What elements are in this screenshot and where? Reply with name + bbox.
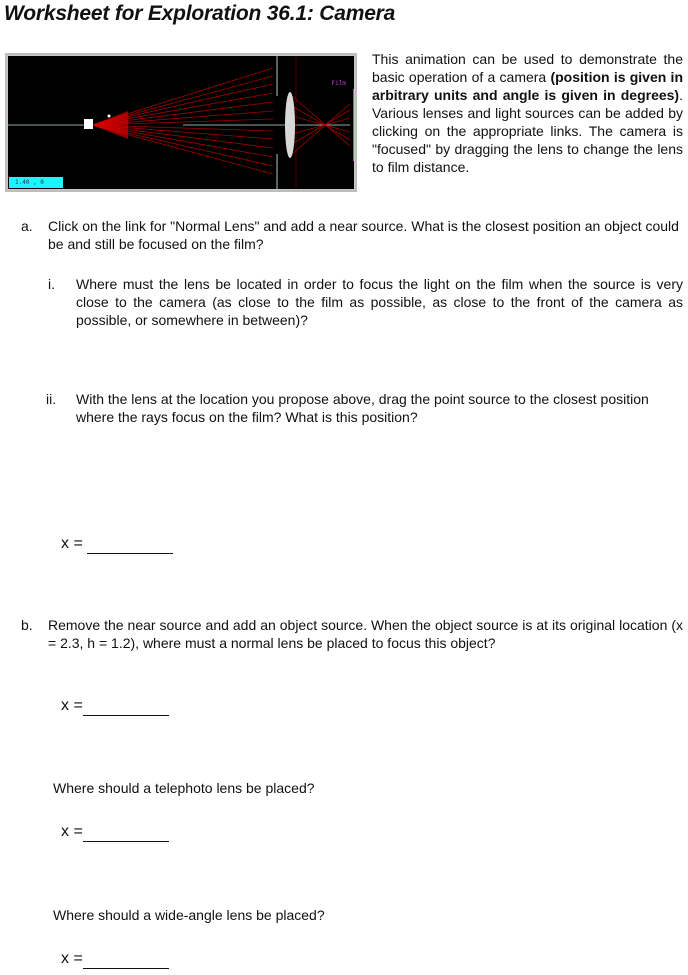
question-a-ii-text: With the lens at the location you propose above, drag the point source to the closest position where the rays focus on the film? What is this position? [76,391,649,425]
intro-paragraph [372,50,683,176]
simulation-canvas[interactable] [8,56,354,189]
answer-b-normal [61,697,169,716]
intro-bold: (position is given in arbitrary units and angle is given in degrees) [372,69,684,103]
telephoto-question: Where should a telephoto lens be placed? [53,780,315,796]
answer-b-normal-label: x = [61,697,83,714]
answer-b-telephoto [61,823,169,842]
answer-b-normal-blank[interactable] [83,697,169,716]
question-a-label: a. [21,218,33,234]
wide-angle-question: Where should a wide-angle lens be placed? [53,907,325,923]
answer-b-wide-blank[interactable] [83,950,169,969]
camera-simulation[interactable] [5,53,357,192]
intro-text-2: . Various lenses and light sources can be added by clicking on the appropriate links. The camera is "focused" by dragging the lens to change the lens to film distance. [372,87,683,175]
page-title: Worksheet for Exploration 36.1: Camera [4,2,396,25]
question-b-label: b. [21,617,33,633]
question-b-text: Remove the near source and add an object source. When the object source is at its original location (x = 2.3, h = 1.2), where must a normal lens be placed to focus this object? [48,617,683,651]
answer-a-label: x = [61,535,88,552]
answer-b-wide-label: x = [61,950,83,967]
intro-text-1: This animation can be used to demonstrate the basic operation of a camera [372,51,683,85]
answer-b-telephoto-label: x = [61,823,83,840]
coordinate-readout: 1.40 , 0 [9,177,63,188]
answer-b-telephoto-blank[interactable] [83,823,169,842]
answer-a [61,535,173,554]
question-a-ii-label: ii. [46,391,57,407]
question-a-i-text: Where must the lens be located in order to focus the light on the film when the source is very close to the camera (as close to the film as possible, as close to the front of the camera as possible, or somewhere in between)? [76,276,683,328]
question-a-i-label: i. [48,276,55,292]
question-a-text: Click on the link for "Normal Lens" and add a near source. What is the closest position an object could be and still be focused on the film? [48,218,679,252]
answer-a-blank[interactable] [87,535,173,554]
answer-b-wide [61,950,169,969]
optics-diagram [8,56,354,189]
film-label: Film [331,80,346,87]
